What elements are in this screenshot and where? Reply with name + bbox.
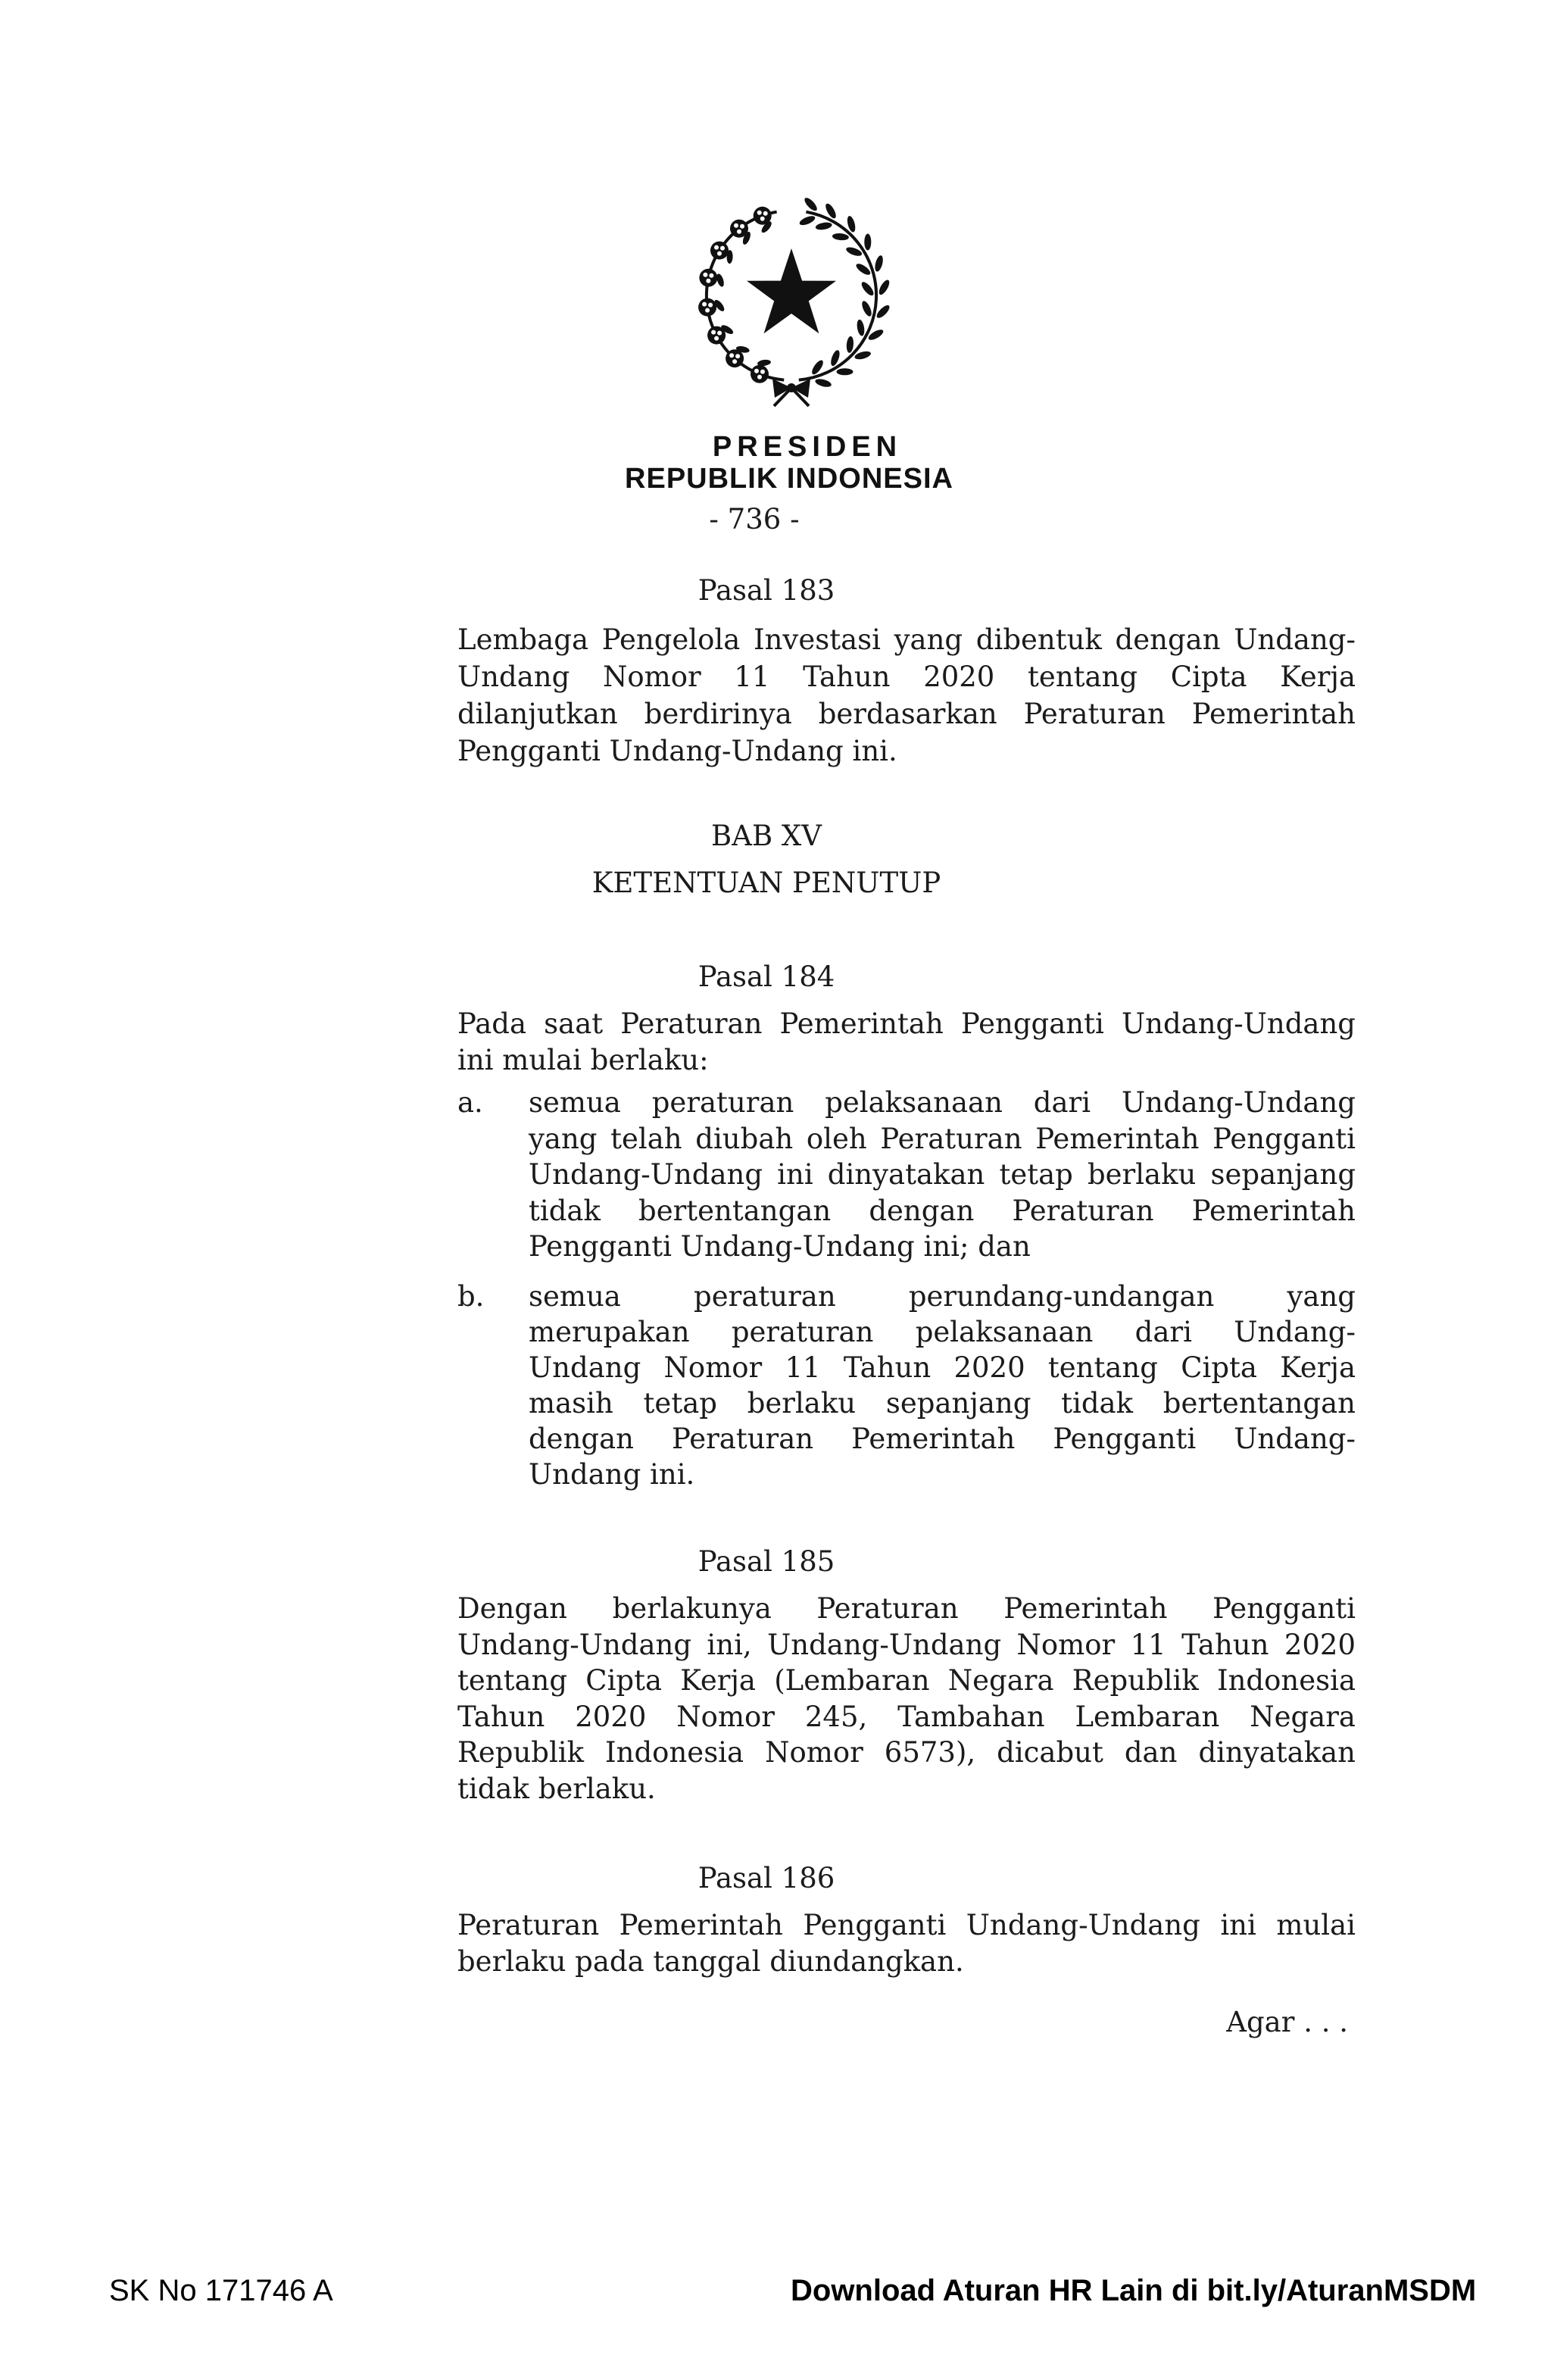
page-number: - 736 - xyxy=(709,503,800,536)
rice-grain xyxy=(832,233,850,241)
text-line: Pada saat Peraturan Pemerintah Pengganti Undang-Undang xyxy=(457,1007,1356,1040)
pasal-183-body xyxy=(457,621,1356,770)
rice-grain xyxy=(798,214,816,227)
pasal-185-body xyxy=(457,1591,1356,1807)
pasal-184-title: Pasal 184 xyxy=(697,960,835,993)
text-line: Undang-Undang ini dinyatakan tetap berlaku sepanjang xyxy=(529,1158,1356,1191)
rice-grain xyxy=(875,303,891,320)
text-line: Dengan berlakunya Peraturan Pemerintah Pengganti xyxy=(457,1592,1356,1625)
pasal-186-body xyxy=(457,1907,1356,1980)
text-line: dilanjutkan berdirinya berdasarkan Peraturan Pemerintah xyxy=(457,698,1356,730)
rice-grain xyxy=(864,234,871,251)
cotton-flower xyxy=(751,359,771,383)
text-line: merupakan peraturan pelaksanaan dari Undang- xyxy=(529,1316,1356,1348)
text-line: Pengganti Undang-Undang ini. xyxy=(457,735,897,767)
text-line: dengan Peraturan Pemerintah Pengganti Undang- xyxy=(529,1423,1356,1455)
cotton-flower xyxy=(754,207,773,234)
cotton-flower xyxy=(699,269,725,288)
rice-grain xyxy=(860,300,873,318)
presidential-seal-icon xyxy=(689,189,894,409)
text-line: yang telah diubah oleh Peraturan Pemerintah Pengganti xyxy=(529,1122,1356,1155)
rice-grain xyxy=(846,336,854,354)
text-line: semua peraturan pelaksanaan dari Undang-Undang xyxy=(529,1086,1356,1119)
list-item-label: b. xyxy=(457,1280,485,1313)
text-line: ini mulai berlaku: xyxy=(457,1044,709,1076)
header-title-republik: REPUBLIK INDONESIA xyxy=(625,463,953,495)
text-line: berlaku pada tanggal diundangkan. xyxy=(457,1945,964,1978)
footer-download-note: Download Aturan HR Lain di bit.ly/AturanMSDM xyxy=(791,2274,1477,2307)
text-line: tidak bertentangan dengan Peraturan Pemerintah xyxy=(529,1194,1356,1227)
text-line: Undang Nomor 11 Tahun 2020 tentang Cipta Kerja xyxy=(457,661,1356,693)
continuation-text: Agar . . . xyxy=(1226,2006,1348,2038)
text-line: tidak berlaku. xyxy=(457,1772,656,1805)
chapter-number: BAB XV xyxy=(711,820,822,852)
text-line: Republik Indonesia Nomor 6573), dicabut dan dinyatakan xyxy=(457,1736,1356,1769)
rice-grain xyxy=(803,196,819,213)
list-item xyxy=(529,1085,1356,1265)
cotton-wreath xyxy=(698,207,773,383)
text-line: Lembaga Pengelola Investasi yang dibentuk dengan Undang- xyxy=(457,623,1356,656)
rice-grain xyxy=(873,255,884,273)
list-item-label: a. xyxy=(457,1086,483,1119)
pasal-186-title: Pasal 186 xyxy=(697,1862,835,1894)
pasal-184-intro xyxy=(457,1006,1356,1079)
text-line: Undang Nomor 11 Tahun 2020 tentang Cipta Kerja xyxy=(529,1351,1356,1384)
header-title-presiden: PRESIDEN xyxy=(712,431,903,463)
list-item xyxy=(529,1279,1356,1492)
text-line: tentang Cipta Kerja (Lembaran Negara Republik Indonesia xyxy=(457,1664,1356,1698)
text-line: Tahun 2020 Nomor 245, Tambahan Lembaran Negara xyxy=(457,1700,1356,1733)
rice-grain xyxy=(837,368,854,375)
text-line: Undang-Undang ini, Undang-Undang Nomor 11 Tahun 2020 xyxy=(457,1628,1356,1661)
text-line: Peraturan Pemerintah Pengganti Undang-Undang ini mulai xyxy=(457,1909,1356,1941)
rice-grain xyxy=(814,377,832,388)
text-line: Pengganti Undang-Undang ini; dan xyxy=(529,1230,1031,1263)
chapter-title: KETENTUAN PENUTUP xyxy=(591,867,941,899)
rice-grain xyxy=(815,221,832,231)
rice-grain xyxy=(877,279,891,297)
text-line: Undang ini. xyxy=(529,1458,695,1491)
text-line: semua peraturan perundang-undangan yang xyxy=(529,1280,1356,1313)
pasal-183-title: Pasal 183 xyxy=(697,574,835,607)
text-line: masih tetap berlaku sepanjang tidak bertentangan xyxy=(529,1387,1356,1420)
pasal-185-title: Pasal 185 xyxy=(697,1545,835,1578)
footer-document-code: SK No 171746 A xyxy=(109,2274,333,2307)
star-icon xyxy=(747,248,836,333)
cotton-flower xyxy=(726,345,750,368)
rice-grain xyxy=(860,280,875,298)
cotton-flower xyxy=(698,298,726,317)
ribbon xyxy=(772,379,810,406)
rice-grain xyxy=(856,319,866,336)
